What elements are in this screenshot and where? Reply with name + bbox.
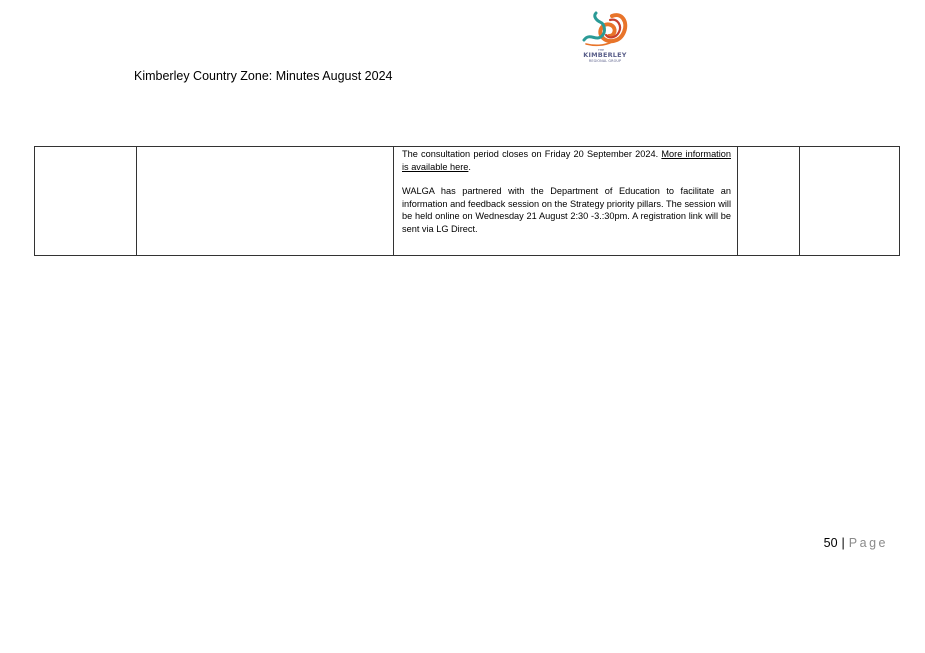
page-footer xyxy=(824,536,888,550)
table-row xyxy=(35,147,900,256)
logo-subtitle: REGIONAL GROUP xyxy=(588,59,622,63)
page-header-title: Kimberley Country Zone: Minutes August 2024 xyxy=(134,69,393,83)
table-cell-1 xyxy=(35,147,137,256)
table-cell-content xyxy=(394,147,738,256)
consultation-text: The consultation period closes on Friday 20 September 2024. xyxy=(402,149,662,159)
consultation-paragraph xyxy=(402,148,731,173)
logo-swirl-icon xyxy=(578,10,632,50)
table-cell-4 xyxy=(738,147,800,256)
logo-name: KIMBERLEY xyxy=(583,51,627,59)
table-cell-2 xyxy=(137,147,394,256)
cell-body-text xyxy=(394,147,737,236)
kimberley-regional-group-logo xyxy=(578,10,632,68)
walga-session-paragraph: WALGA has partnered with the Department of Education to facilitate an information and feedback session on the Strategy priority pillars. The session will be held online on Wednesday 21 August 2:30 -3.:30pm. A registration link will be sent via LG Direct. xyxy=(402,186,731,234)
minutes-table xyxy=(34,146,900,256)
page-number: 50 xyxy=(823,536,838,550)
page-word: Page xyxy=(848,536,888,550)
consultation-period: . xyxy=(468,161,471,172)
logo-small-text: THE xyxy=(598,48,604,52)
table-cell-5 xyxy=(800,147,900,256)
more-information-link[interactable]: More information is available here xyxy=(402,149,731,172)
page-separator: | xyxy=(841,536,845,550)
